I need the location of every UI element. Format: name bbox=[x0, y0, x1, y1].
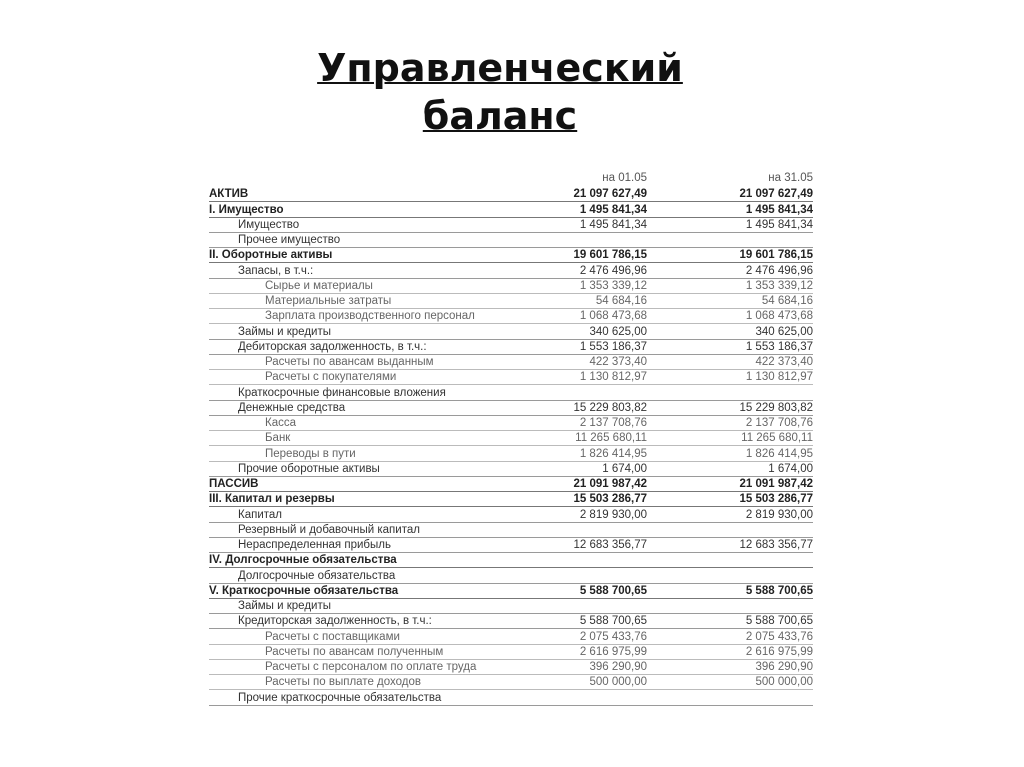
row-label: Имущество bbox=[238, 218, 300, 231]
table-row bbox=[209, 370, 813, 385]
table-row bbox=[209, 690, 813, 705]
row-label: Расчеты по выплате доходов bbox=[265, 676, 421, 689]
table-row bbox=[209, 462, 813, 477]
table-row bbox=[209, 385, 813, 400]
slide-title bbox=[0, 44, 1000, 140]
value-end: 1 068 473,68 bbox=[745, 310, 813, 323]
value-start: 15 229 803,82 bbox=[573, 401, 647, 414]
row-label: I. Имущество bbox=[209, 203, 284, 216]
table-row bbox=[209, 187, 813, 202]
value-end: 21 091 987,42 bbox=[739, 478, 813, 490]
row-label: Сырье и материалы bbox=[265, 279, 373, 292]
value-start: 19 601 786,15 bbox=[573, 249, 647, 262]
row-label: Материальные затраты bbox=[265, 295, 392, 307]
value-end: 19 601 786,15 bbox=[739, 249, 813, 262]
value-end: 21 097 627,49 bbox=[739, 188, 813, 201]
value-start: 1 553 186,37 bbox=[579, 340, 647, 353]
table-row bbox=[209, 599, 813, 614]
row-label: Касса bbox=[265, 417, 296, 429]
table-row bbox=[209, 553, 813, 568]
value-start: 396 290,90 bbox=[589, 661, 647, 673]
column-header-end: на 31.05 bbox=[768, 172, 813, 184]
table-row bbox=[209, 233, 813, 248]
value-end: 1 495 841,34 bbox=[745, 203, 813, 216]
value-end: 1 674,00 bbox=[768, 462, 813, 475]
value-end: 422 373,40 bbox=[755, 356, 813, 368]
value-start: 500 000,00 bbox=[589, 676, 647, 689]
row-label: Расчеты по авансам выданным bbox=[265, 356, 434, 368]
row-label: АКТИВ bbox=[209, 188, 249, 201]
table-body bbox=[209, 187, 813, 706]
row-label: Расчеты по авансам полученным bbox=[265, 645, 444, 658]
value-end: 1 130 812,97 bbox=[745, 371, 813, 384]
value-end: 1 553 186,37 bbox=[745, 340, 813, 353]
row-label: Капитал bbox=[238, 508, 282, 521]
row-label: Прочие краткосрочные обязательства bbox=[238, 691, 442, 704]
value-end: 1 495 841,34 bbox=[745, 218, 813, 231]
table-row bbox=[209, 523, 813, 538]
table-row bbox=[209, 416, 813, 431]
row-label: IV. Долгосрочные обязательства bbox=[209, 554, 397, 567]
title-line-2: баланс bbox=[422, 94, 578, 138]
row-label: II. Оборотные активы bbox=[209, 249, 333, 262]
row-label: Денежные средства bbox=[238, 401, 346, 414]
row-label: Банк bbox=[265, 432, 291, 445]
value-start: 2 137 708,76 bbox=[579, 417, 647, 429]
table-header bbox=[209, 172, 813, 187]
table-row bbox=[209, 584, 813, 599]
table-row bbox=[209, 401, 813, 416]
header-label-spacer bbox=[209, 172, 527, 187]
value-end: 1 353 339,12 bbox=[745, 279, 813, 292]
value-end: 500 000,00 bbox=[755, 676, 813, 689]
value-end: 11 265 680,11 bbox=[741, 432, 813, 445]
value-end: 2 476 496,96 bbox=[745, 264, 813, 277]
row-label: Расчеты с персоналом по оплате труда bbox=[265, 661, 477, 673]
value-end: 2 616 975,99 bbox=[745, 645, 813, 658]
table-row bbox=[209, 477, 813, 492]
table-row bbox=[209, 431, 813, 446]
value-start: 1 130 812,97 bbox=[579, 371, 647, 384]
table-row bbox=[209, 568, 813, 583]
value-start: 2 616 975,99 bbox=[579, 645, 647, 658]
value-end: 54 684,16 bbox=[761, 295, 813, 307]
table-row bbox=[209, 263, 813, 278]
table-row bbox=[209, 675, 813, 690]
row-label: Долгосрочные обязательства bbox=[238, 569, 396, 582]
value-end: 5 588 700,65 bbox=[745, 615, 813, 628]
title-line-1: Управленческий bbox=[317, 46, 683, 90]
value-start: 1 495 841,34 bbox=[579, 218, 647, 231]
value-end: 5 588 700,65 bbox=[745, 584, 813, 597]
row-label: Прочее имущество bbox=[238, 234, 341, 246]
value-start: 12 683 356,77 bbox=[573, 539, 647, 551]
balance-table bbox=[209, 172, 813, 706]
row-label: Прочие оборотные активы bbox=[238, 462, 380, 475]
value-start: 21 091 987,42 bbox=[573, 478, 647, 490]
value-start: 422 373,40 bbox=[589, 356, 647, 368]
table-row bbox=[209, 248, 813, 263]
table-row bbox=[209, 355, 813, 370]
table-row bbox=[209, 218, 813, 233]
row-label: Краткосрочные финансовые вложения bbox=[238, 386, 446, 399]
table-row bbox=[209, 446, 813, 461]
row-label: Расчеты с поставщиками bbox=[265, 630, 400, 643]
value-start: 5 588 700,65 bbox=[579, 584, 647, 597]
row-label: ПАССИВ bbox=[209, 478, 259, 490]
table-row bbox=[209, 309, 813, 324]
value-end: 15 229 803,82 bbox=[739, 401, 813, 414]
value-start: 5 588 700,65 bbox=[579, 615, 647, 628]
value-start: 1 674,00 bbox=[602, 462, 647, 475]
table-row bbox=[209, 279, 813, 294]
column-header-start: на 01.05 bbox=[602, 172, 647, 184]
table-row bbox=[209, 507, 813, 522]
value-start: 1 068 473,68 bbox=[579, 310, 647, 323]
value-start: 21 097 627,49 bbox=[573, 188, 647, 201]
table-row bbox=[209, 645, 813, 660]
value-start: 1 826 414,95 bbox=[579, 447, 647, 460]
row-label: Запасы, в т.ч.: bbox=[238, 264, 314, 277]
table-row bbox=[209, 202, 813, 217]
row-label: Нераспределенная прибыль bbox=[238, 539, 391, 551]
row-label: Кредиторская задолженность, в т.ч.: bbox=[238, 615, 432, 628]
table-row bbox=[209, 614, 813, 629]
row-label: Переводы в пути bbox=[265, 447, 356, 460]
row-label: Расчеты с покупателями bbox=[265, 371, 397, 384]
value-end: 2 819 930,00 bbox=[745, 508, 813, 521]
value-end: 15 503 286,77 bbox=[739, 493, 813, 506]
value-end: 2 137 708,76 bbox=[745, 417, 813, 429]
value-start: 11 265 680,11 bbox=[575, 432, 647, 445]
row-label: Зарплата производственного персонал bbox=[265, 310, 475, 323]
value-start: 2 476 496,96 bbox=[579, 264, 647, 277]
value-start: 2 075 433,76 bbox=[579, 630, 647, 643]
value-start: 1 495 841,34 bbox=[579, 203, 647, 216]
value-end: 2 075 433,76 bbox=[745, 630, 813, 643]
value-start: 54 684,16 bbox=[595, 295, 647, 307]
table-row bbox=[209, 294, 813, 309]
value-end: 12 683 356,77 bbox=[739, 539, 813, 551]
row-label: Займы и кредиты bbox=[238, 600, 331, 612]
table-row bbox=[209, 324, 813, 339]
row-label: III. Капитал и резервы bbox=[209, 493, 335, 506]
value-start: 1 353 339,12 bbox=[579, 279, 647, 292]
table-row bbox=[209, 492, 813, 507]
value-end: 340 625,00 bbox=[755, 325, 813, 338]
table-row bbox=[209, 629, 813, 644]
value-start: 340 625,00 bbox=[589, 325, 647, 338]
row-label: Дебиторская задолженность, в т.ч.: bbox=[238, 340, 427, 353]
row-label: Резервный и добавочный капитал bbox=[238, 523, 420, 536]
value-end: 396 290,90 bbox=[755, 661, 813, 673]
value-start: 2 819 930,00 bbox=[579, 508, 647, 521]
row-label: V. Краткосрочные обязательства bbox=[209, 584, 399, 597]
table-row bbox=[209, 660, 813, 675]
table-row bbox=[209, 538, 813, 553]
value-start: 15 503 286,77 bbox=[573, 493, 647, 506]
table-row bbox=[209, 340, 813, 355]
row-label: Займы и кредиты bbox=[238, 325, 331, 338]
value-end: 1 826 414,95 bbox=[745, 447, 813, 460]
